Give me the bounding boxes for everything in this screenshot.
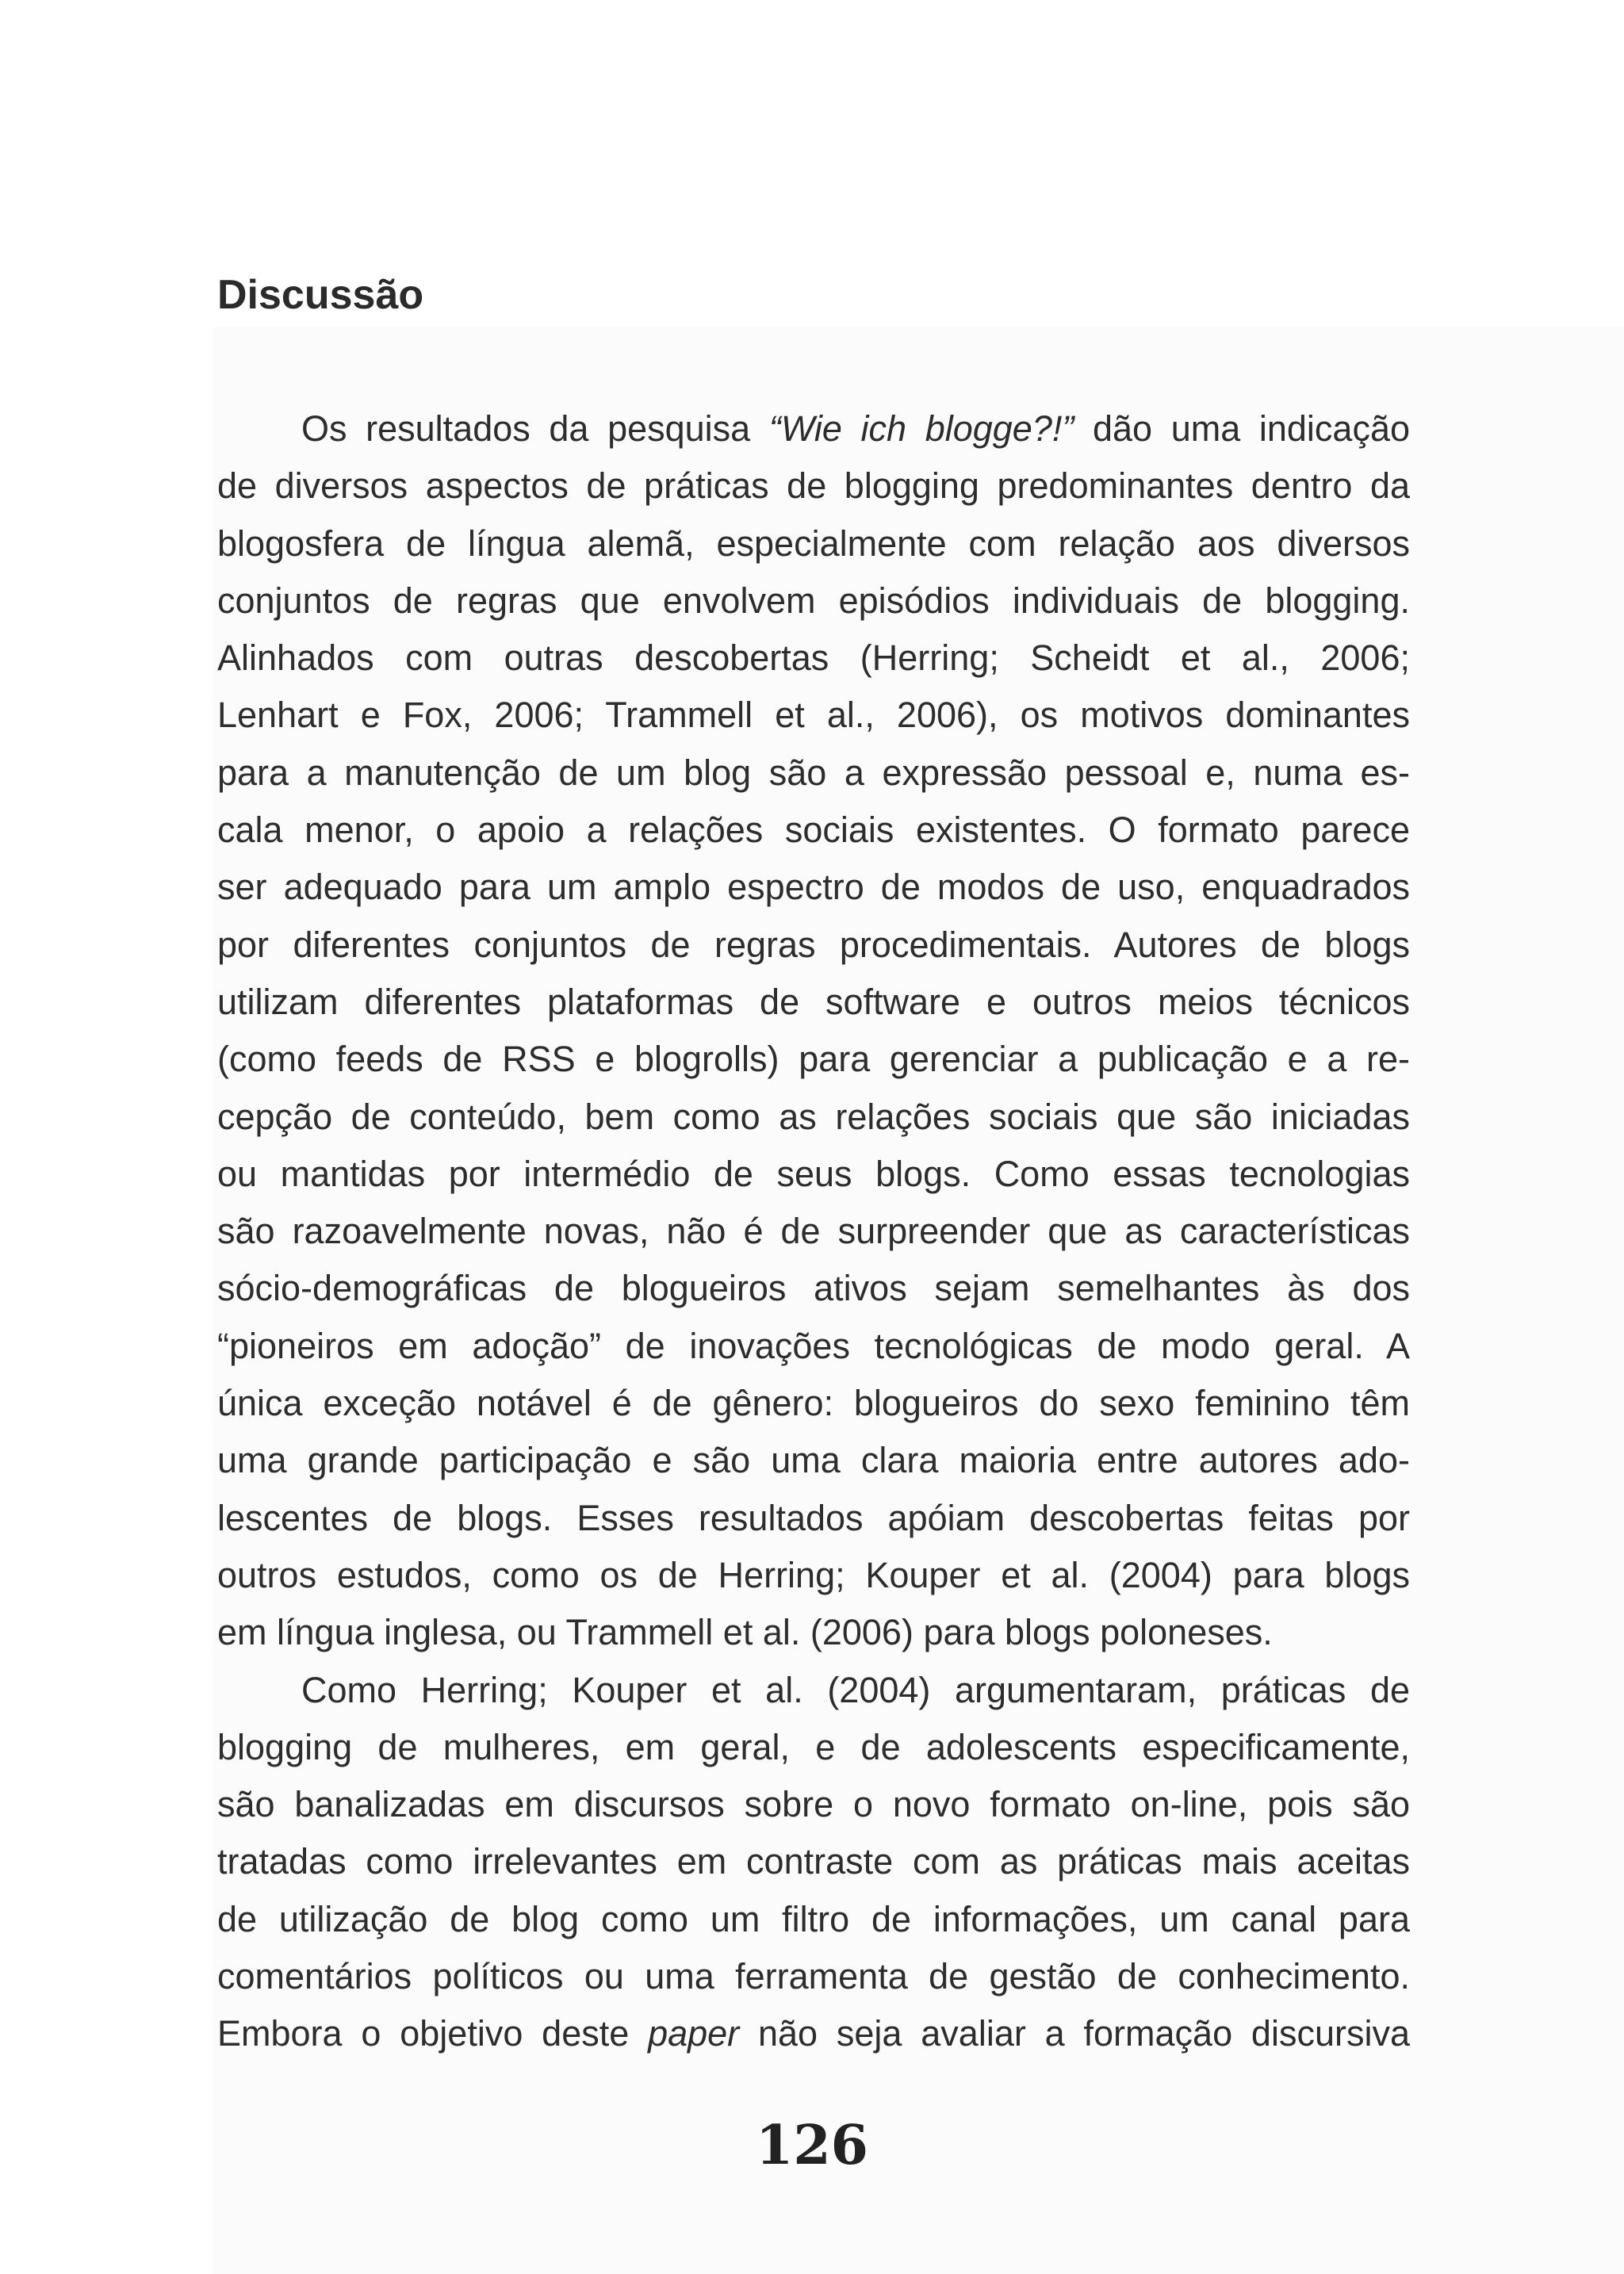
text-line: Como Herring; Kouper et al. (2004) argumentaram, práticas de [301, 1669, 1410, 1710]
text-line: cepção de conteúdo, bem como as relações sociais que são iniciadas [217, 1096, 1410, 1137]
text-line: em língua inglesa, ou Trammell et al. (2006) para blogs poloneses. [217, 1612, 1273, 1653]
text-line: são razoavelmente novas, não é de surpreender que as características [217, 1211, 1410, 1252]
text-line: tratadas como irrelevantes em contraste com as práticas mais aceitas [217, 1841, 1410, 1882]
text-line: sócio-demográficas de blogueiros ativos sejam semelhantes às dos [217, 1268, 1410, 1309]
text-line [217, 2005, 1410, 2062]
text-line: ser adequado para um amplo espectro de modos de uso, enquadrados [217, 867, 1410, 908]
text-line: blogosfera de língua alemã, especialmente com relação aos diversos [217, 523, 1410, 564]
text-line: uma grande participação e são uma clara maioria entre autores ado- [217, 1440, 1410, 1481]
text-line: conjuntos de regras que envolvem episódios individuais de blogging. [217, 580, 1410, 621]
text-line: blogging de mulheres, em geral, e de adolescents especificamente, [217, 1726, 1410, 1767]
text-line: de diversos aspectos de práticas de blogging predominantes dentro da [217, 465, 1410, 507]
text-segment: Embora o objetivo deste [217, 2013, 649, 2054]
text-line: outros estudos, como os de Herring; Kouper et al. (2004) para blogs [217, 1554, 1410, 1595]
text-line: para a manutenção de um blog são a expressão pessoal e, numa es- [217, 752, 1410, 793]
text-line: Alinhados com outras descobertas (Herring; Scheidt et al., 2006; [217, 637, 1410, 679]
text-line: “pioneiros em adoção” de inovações tecnológicas de modo geral. A [217, 1325, 1410, 1366]
text-segment: Os resultados da pesquisa [301, 408, 769, 449]
text-line: são banalizadas em discursos sobre o novo formato on-line, pois são [217, 1784, 1410, 1825]
text-line: (como feeds de RSS e blogrolls) para gerenciar a publicação e a re- [217, 1039, 1410, 1080]
text-line: Lenhart e Fox, 2006; Trammell et al., 2006), os motivos dominantes [217, 695, 1410, 736]
text-line: por diferentes conjuntos de regras procedimentais. Autores de blogs [217, 924, 1410, 965]
text-line: de utilização de blog como um filtro de informações, um canal para [217, 1898, 1410, 1939]
text-segment: não seja avaliar a formação discursiva [739, 2013, 1410, 2054]
body-text [217, 400, 1410, 2063]
paragraph-1 [217, 400, 1410, 1662]
text-segment: dão uma indicação [1074, 408, 1410, 449]
text-line: ou mantidas por intermédio de seus blogs. Como essas tecnologias [217, 1153, 1410, 1194]
italic-text: “Wie ich blogge?!” [768, 408, 1074, 449]
text-line: cala menor, o apoio a relações sociais existentes. O formato parece [217, 810, 1410, 851]
italic-text: paper [648, 2013, 740, 2054]
text-line: comentários políticos ou uma ferramenta de gestão de conhecimento. [217, 1956, 1410, 1997]
section-heading: Discussão [217, 272, 424, 318]
page-number: 126 [756, 2114, 868, 2177]
text-line [217, 400, 1410, 457]
paragraph-2 [217, 1662, 1410, 2063]
text-line: lescentes de blogs. Esses resultados apóiam descobertas feitas por [217, 1497, 1410, 1538]
text-line: utilizam diferentes plataformas de software e outros meios técnicos [217, 981, 1410, 1022]
text-line: única exceção notável é de gênero: blogueiros do sexo feminino têm [217, 1383, 1410, 1424]
